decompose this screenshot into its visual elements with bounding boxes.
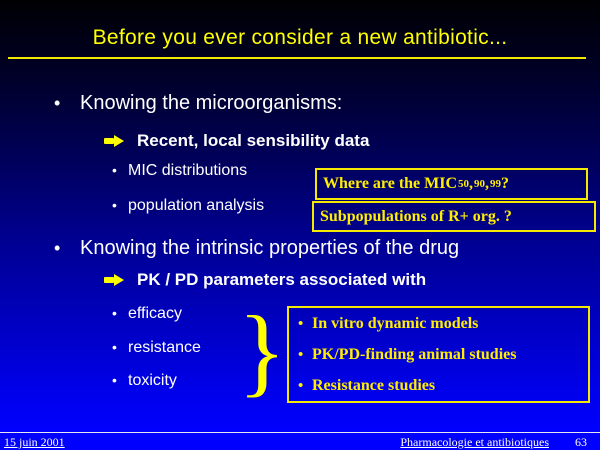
mic-text-suffix: ?: [501, 175, 510, 192]
callout-box-studies: [287, 306, 590, 403]
bullet-icon: •: [54, 238, 61, 258]
arrow1-label: Recent, local sensibility data: [137, 131, 370, 150]
bullet-icon: •: [298, 377, 304, 394]
mic-subscript-90: 90: [474, 178, 486, 190]
footer-page-number: 63: [575, 435, 587, 449]
bullet-icon: •: [112, 197, 117, 213]
studies-item-label: In vitro dynamic models: [312, 314, 479, 332]
subbullet-label: MIC distributions: [128, 162, 248, 179]
subbullet-label: resistance: [128, 339, 201, 356]
slide-title: Before you ever consider a new antibiotic...: [92, 26, 508, 49]
footer-right: [400, 435, 587, 450]
studies-item-invitro: [298, 315, 478, 333]
bullet-icon: •: [54, 93, 61, 113]
bullet-icon: •: [298, 315, 304, 332]
bullet-knowing-microorganisms: [54, 92, 342, 115]
subbullet-resistance: [112, 339, 201, 357]
studies-item-pkpd-animal: [298, 346, 516, 364]
arrow-right-icon: [104, 135, 124, 147]
subbullet-label: efficacy: [128, 305, 182, 322]
studies-item-label: Resistance studies: [312, 376, 436, 394]
footer-presentation-title: Pharmacologie et antibiotiques: [400, 435, 549, 449]
footer-date: 15 juin 2001: [4, 435, 65, 449]
bullet-icon: •: [112, 162, 117, 178]
callout-box-subpopulations: [312, 201, 596, 232]
subbullet-toxicity: [112, 372, 177, 390]
bullet-icon: •: [112, 372, 117, 388]
mic-text-prefix: Where are the MIC: [323, 175, 458, 192]
bullet1-label: Knowing the microorganisms:: [80, 92, 343, 114]
mic-subscript-50: 50: [458, 178, 470, 190]
callout-box-mic: [315, 168, 588, 200]
arrow2-label: PK / PD parameters associated with: [137, 270, 427, 289]
mic-subscript-99: 99: [490, 178, 502, 190]
mic-separator: ,: [469, 175, 474, 192]
subpopulations-text: Subpopulations of R+ org. ?: [320, 207, 512, 225]
bullet-knowing-intrinsic-properties: [54, 237, 459, 260]
bullet-icon: •: [112, 305, 117, 321]
arrow-right-icon: [104, 274, 124, 286]
subbullet-efficacy: [112, 305, 182, 323]
arrow-item-sensibility-data: [104, 131, 369, 151]
title-underline: [8, 57, 586, 59]
subbullet-mic-distributions: [112, 162, 247, 180]
bullet-icon: •: [298, 346, 304, 363]
bullet2-label: Knowing the intrinsic properties of the drug: [80, 237, 460, 259]
curly-brace: }: [238, 295, 286, 406]
arrow-item-pkpd-parameters: [104, 270, 426, 290]
bullet-icon: •: [112, 339, 117, 355]
studies-item-resistance: [298, 377, 435, 395]
subbullet-label: toxicity: [128, 372, 177, 389]
studies-item-label: PK/PD-finding animal studies: [312, 345, 517, 363]
mic-separator: ,: [485, 175, 490, 192]
subbullet-label: population analysis: [128, 197, 265, 214]
subbullet-population-analysis: [112, 197, 264, 215]
footer-divider: [0, 432, 600, 433]
